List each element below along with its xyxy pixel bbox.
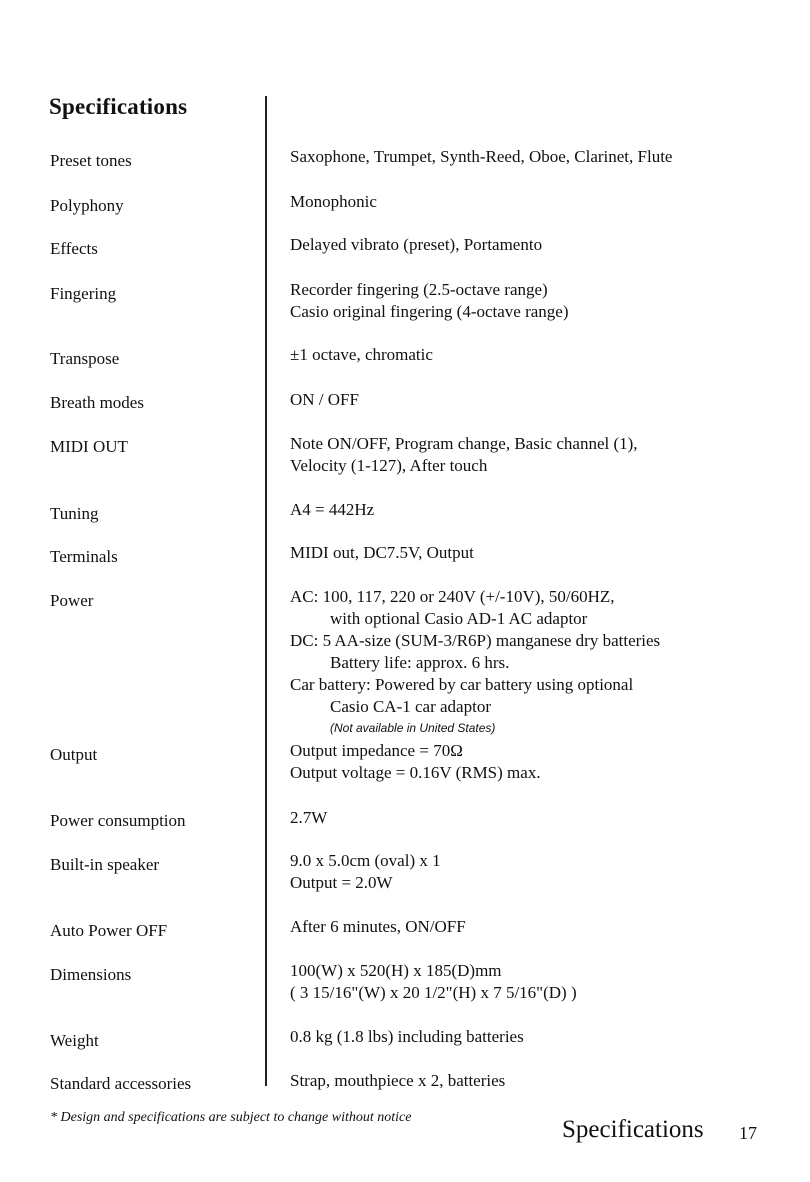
- spec-line: Monophonic: [290, 192, 377, 211]
- spec-line: 2.7W: [290, 808, 328, 827]
- spec-value-power: [290, 586, 660, 738]
- spec-value-output: [290, 740, 541, 784]
- spec-value-fingering: [290, 279, 569, 323]
- spec-line: Car battery: Powered by car battery using optional: [290, 675, 634, 694]
- spec-label-auto-power-off: Auto Power OFF: [50, 921, 168, 940]
- spec-line: 100(W) x 520(H) x 185(D)mm: [290, 961, 502, 980]
- spec-label-tuning: Tuning: [50, 504, 99, 523]
- spec-label-power: Power: [50, 591, 94, 610]
- spec-value-built-in-speaker: [290, 850, 441, 894]
- spec-line: Note ON/OFF, Program change, Basic channel (1),: [290, 434, 638, 453]
- spec-line: with optional Casio AD-1 AC adaptor: [330, 609, 588, 628]
- spec-label-standard-accessories: Standard accessories: [50, 1074, 192, 1093]
- spec-label-preset-tones: Preset tones: [50, 151, 132, 170]
- spec-line: Recorder fingering (2.5-octave range): [290, 280, 548, 299]
- spec-value-breath-modes: [290, 389, 359, 411]
- spec-line: Velocity (1-127), After touch: [290, 456, 488, 475]
- spec-value-preset-tones: [290, 146, 672, 168]
- spec-line: Saxophone, Trumpet, Synth-Reed, Oboe, Clarinet, Flute: [290, 147, 673, 166]
- spec-label-effects: Effects: [50, 239, 98, 258]
- spec-note: (Not available in United States): [330, 721, 496, 735]
- spec-label-midi-out: MIDI OUT: [50, 437, 128, 456]
- spec-line: 9.0 x 5.0cm (oval) x 1: [290, 851, 441, 870]
- spec-value-effects: [290, 234, 542, 256]
- spec-line: A4 = 442Hz: [290, 500, 375, 519]
- spec-label-fingering: Fingering: [50, 284, 117, 303]
- page-title: Specifications: [49, 94, 188, 119]
- spec-line: Casio original fingering (4-octave range): [290, 302, 569, 321]
- spec-value-power-consumption: [290, 807, 327, 829]
- spec-label-output: Output: [50, 745, 98, 764]
- column-divider: [265, 96, 267, 1086]
- spec-value-terminals: [290, 542, 474, 564]
- spec-value-weight: [290, 1026, 524, 1048]
- spec-line: Delayed vibrato (preset), Portamento: [290, 235, 543, 254]
- spec-label-built-in-speaker: Built-in speaker: [50, 855, 160, 874]
- spec-line: After 6 minutes, ON/OFF: [290, 917, 466, 936]
- spec-value-polyphony: [290, 191, 377, 213]
- spec-label-breath-modes: Breath modes: [50, 393, 144, 412]
- spec-line: 0.8 kg (1.8 lbs) including batteries: [290, 1027, 524, 1046]
- spec-line: ( 3 15/16"(W) x 20 1/2"(H) x 7 5/16"(D) ): [290, 983, 577, 1002]
- spec-label-transpose: Transpose: [50, 349, 120, 368]
- spec-value-midi-out: [290, 433, 638, 477]
- spec-value-tuning: [290, 499, 374, 521]
- footer-section-title: Specifications: [562, 1116, 704, 1143]
- spec-line: Output impedance = 70Ω: [290, 741, 463, 760]
- footnote: * Design and specifications are subject to change without notice: [50, 1110, 412, 1125]
- spec-value-auto-power-off: [290, 916, 466, 938]
- spec-value-transpose: [290, 344, 433, 366]
- spec-line: ±1 octave, chromatic: [290, 345, 433, 364]
- spec-label-terminals: Terminals: [50, 547, 118, 566]
- spec-line: AC: 100, 117, 220 or 240V (+/-10V), 50/60HZ,: [290, 587, 615, 606]
- spec-label-weight: Weight: [50, 1031, 99, 1050]
- spec-line: Output = 2.0W: [290, 873, 393, 892]
- spec-value-standard-accessories: [290, 1070, 505, 1092]
- spec-line: MIDI out, DC7.5V, Output: [290, 543, 474, 562]
- spec-line: Output voltage = 0.16V (RMS) max.: [290, 763, 541, 782]
- spec-label-polyphony: Polyphony: [50, 196, 124, 215]
- spec-label-power-consumption: Power consumption: [50, 811, 186, 830]
- spec-label-dimensions: Dimensions: [50, 965, 132, 984]
- page-number: 17: [739, 1123, 757, 1143]
- spec-line: DC: 5 AA-size (SUM-3/R6P) manganese dry batteries: [290, 631, 661, 650]
- spec-line: Casio CA-1 car adaptor: [330, 697, 491, 716]
- spec-line: ON / OFF: [290, 390, 359, 409]
- spec-value-dimensions: [290, 960, 577, 1004]
- spec-line: Strap, mouthpiece x 2, batteries: [290, 1071, 506, 1090]
- spec-line: Battery life: approx. 6 hrs.: [330, 653, 510, 672]
